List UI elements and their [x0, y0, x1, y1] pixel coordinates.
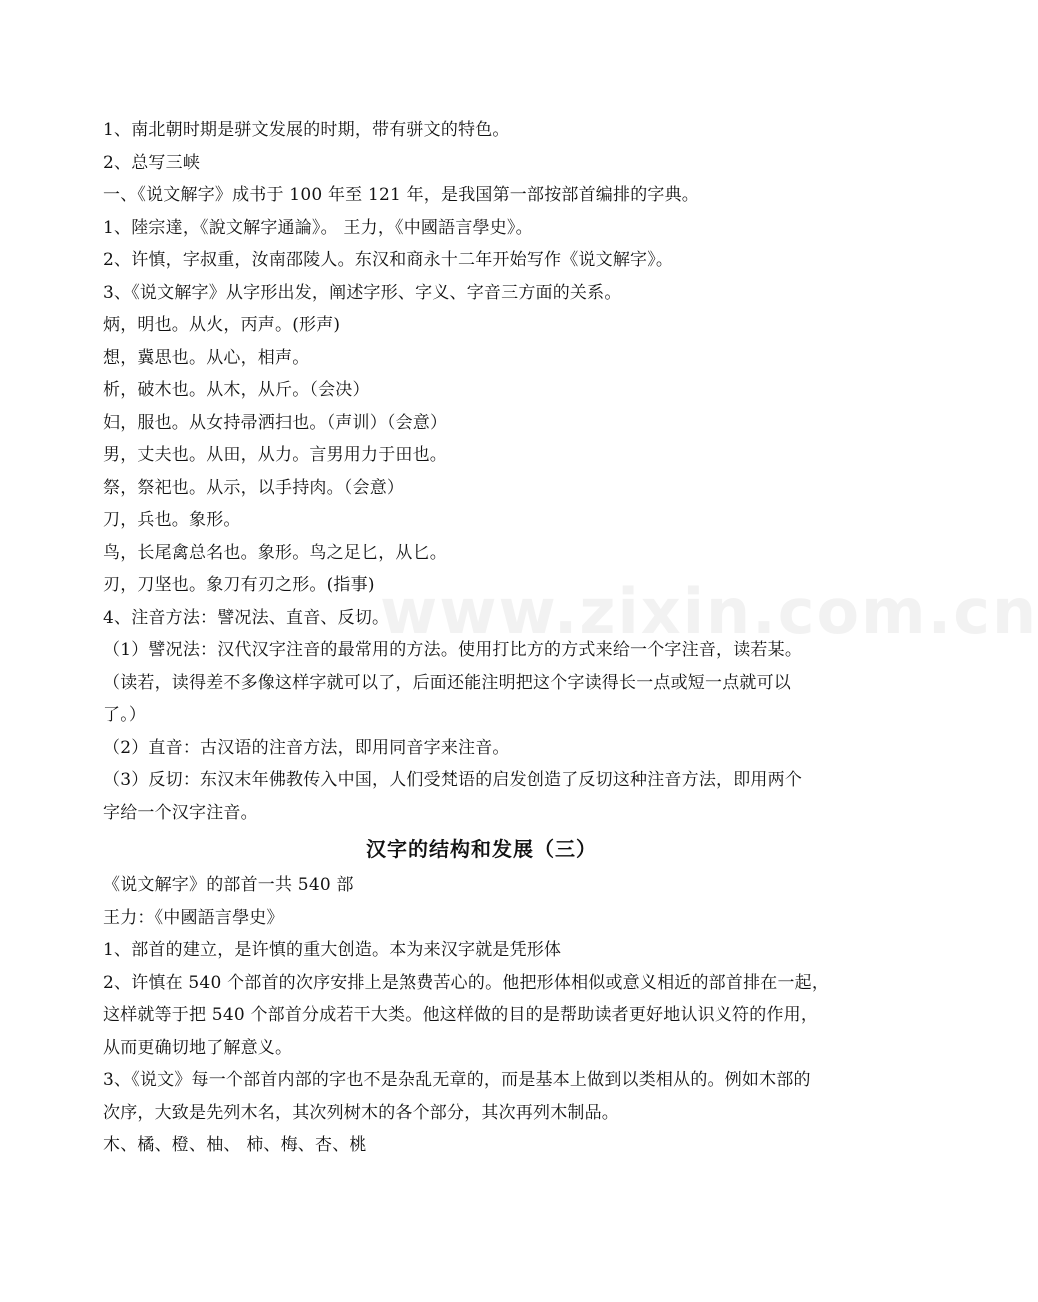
text-line: 析，破木也。从木，从斤。（会决） — [103, 380, 370, 400]
text-line: 1、陸宗達，《說文解字通論》。 王力，《中國語言學史》。 — [103, 217, 533, 238]
document-page — [103, 114, 860, 1162]
section-1 — [103, 114, 860, 829]
text-line: 想，冀思也。从心，相声。 — [103, 347, 310, 368]
text-line: 3、《说文》每一个部首内部的字也不是杂乱无章的，而是基本上做到以类相从的。例如木部的 — [103, 1070, 811, 1090]
text-line: 4、注音方法：譬况法、直音、反切。 — [103, 607, 390, 628]
text-line: 祭，祭祀也。从示，以手持肉。（会意） — [103, 477, 405, 498]
text-line: 从而更确切地了解意义。 — [103, 1037, 293, 1058]
text-line: 妇，服也。从女持帚洒扫也。（声训）（会意） — [103, 412, 448, 433]
text-line: 2、许慎，字叔重，汝南邵陵人。东汉和商永十二年开始写作《说文解字》。 — [103, 250, 674, 270]
text-line: 2、总写三峡 — [103, 152, 201, 173]
text-line: 男，丈夫也。从田，从力。言男用力于田也。 — [103, 445, 447, 465]
text-line: （3）反切：东汉末年佛教传入中国，人们受梵语的启发创造了反切这种注音方法，即用两个 — [103, 770, 803, 790]
text-line: 字给一个汉字注音。 — [103, 802, 258, 823]
text-line: 王力：《中國語言學史》 — [103, 907, 284, 928]
section-heading: 汉字的结构和发展（三） — [366, 837, 597, 861]
text-line: 刀，兵也。象形。 — [103, 510, 241, 530]
text-line: 木、橘、橙、柚、 柿、梅、杏、桃 — [103, 1135, 367, 1155]
text-line: 一、《说文解字》成书于 100 年至 121 年，是我国第一部按部首编排的字典。 — [103, 185, 700, 205]
text-line: （1）譬况法：汉代汉字注音的最常用的方法。使用打比方的方式来给一个字注音，读若某。 — [103, 640, 803, 660]
text-line: 刃，刀坚也。象刀有刃之形。(指事) — [103, 575, 375, 595]
watermark: www.zixin.com.cn — [380, 575, 1038, 648]
text-line: 次序，大致是先列木名，其次列树木的各个部分，其次再列木制品。 — [103, 1102, 619, 1123]
text-line: （2）直音：古汉语的注音方法，即用同音字来注音。 — [103, 737, 510, 758]
text-line: 1、部首的建立，是许慎的重大创造。本为来汉字就是凭形体 — [103, 940, 562, 960]
text-line: 鸟，长尾禽总名也。象形。鸟之足匕，从匕。 — [103, 542, 447, 563]
text-line: （读若，读得差不多像这样字就可以了，后面还能注明把这个字读得长一点或短一点就可以 — [103, 672, 791, 693]
text-line: 《说文解字》的部首一共 540 部 — [103, 875, 354, 895]
section-2 — [103, 869, 860, 1162]
text-line: 1、南北朝时期是骈文发展的时期，带有骈文的特色。 — [103, 120, 510, 140]
text-line: 这样就等于把 540 个部首分成若干大类。他这样做的目的是帮助读者更好地认识义符的作用， — [103, 1005, 819, 1025]
text-line: 炳，明也。从火，丙声。(形声) — [103, 315, 341, 335]
text-line: 了。） — [103, 705, 147, 725]
text-line: 3、《说文解字》从字形出发，阐述字形、字义、字音三方面的关系。 — [103, 282, 622, 303]
text-line: 2、许慎在 540 个部首的次序安排上是煞费苦心的。他把形体相似或意义相近的部首排在一起， — [103, 972, 830, 993]
